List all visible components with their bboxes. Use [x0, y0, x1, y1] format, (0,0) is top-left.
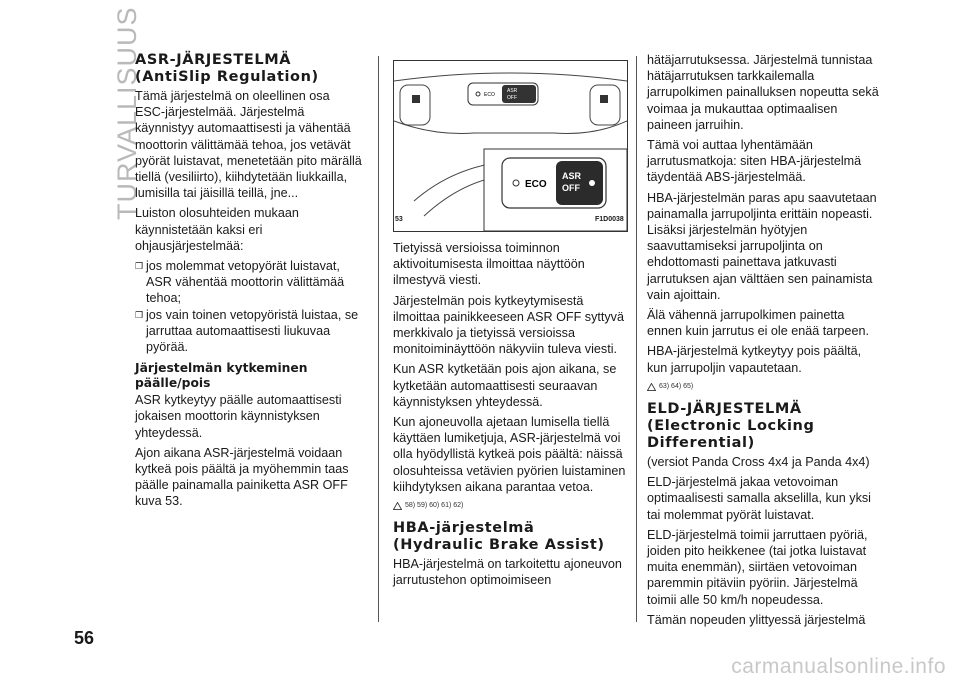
warning-triangle-icon	[647, 383, 656, 391]
paragraph: (versiot Panda Cross 4x4 ja Panda 4x4)	[647, 455, 870, 470]
eco-label: ECO	[525, 179, 547, 190]
paragraph: HBA-järjestelmä kytkeytyy pois päältä, kun jarrupoljin vapautetaan.	[647, 344, 862, 375]
paragraph: Tämä voi auttaa lyhentämään jarrutusmatkoja: siten HBA-järjestelmä täydentää ABS-järjestelmää.	[647, 138, 862, 185]
list-item: ❒ jos molemmat vetopyörät luistavat, ASR vähentää moottorin välittämää tehoa;	[135, 259, 345, 306]
watermark: carmanualsonline.info	[731, 655, 946, 678]
list-item: ❒ jos vain toinen vetopyöristä luistaa, se jarruttaa automaattisesti liukuvaa pyörää.	[135, 307, 359, 355]
asr-heading: ASR-JÄRJESTELMÄ (AntiSlip Regulation)	[135, 52, 319, 85]
paragraph: HBA-järjestelmän paras apu saavutetaan painamalla jarrupoljinta erittäin nopeasti. Lisäksi järjestelmän hyötyjen saavuttamiseksi jarrupoljinta on ehdottomasti painettava jatkuvasti jarrutuksen ajan välttäen sen painamista vain ajoittain.	[647, 190, 877, 302]
paragraph: ASR kytkeytyy päälle automaattisesti jokaisen moottorin käynnistyksen yhteydessä.	[135, 393, 342, 440]
column-1	[135, 52, 363, 514]
paragraph: Järjestelmän pois kytkeytymisestä ilmoittaa painikkeeseen ASR OFF syttyvä merkkivalo ja tietyissä versioissa monitoiminäyttöön näkyviin tuleva viesti.	[393, 293, 624, 357]
page-number: 56	[74, 628, 95, 648]
section-side-tab: TURVALLISUUS	[112, 6, 142, 220]
paragraph: ELD-järjestelmä toimii jarruttaen pyöriä, joiden pito heikkenee (tai jotka luistavat muita enemmän), siirtäen vetovoiman paremmin pitäviin pyöriin. Järjestelmä toimii alle 50 km/h nopeudessa.	[647, 527, 868, 607]
figure-code: F1D0038	[595, 216, 624, 223]
hba-heading: HBA-järjestelmä (Hydraulic Brake Assist)	[393, 520, 605, 554]
paragraph: Ajon aikana ASR-järjestelmä voidaan kytkeä pois päältä ja myöhemmin taas päälle painamalla painiketta ASR OFF kuva 53.	[135, 445, 349, 509]
subheading: Järjestelmän kytkeminen päälle/pois	[135, 361, 308, 391]
asr-label: ASR	[562, 171, 582, 181]
column-divider	[378, 56, 379, 622]
dashboard-illustration	[394, 61, 627, 231]
off-label-small: OFF	[507, 95, 517, 101]
eco-label-small: ECO	[484, 92, 495, 98]
warning-references: 58) 59) 60) 61) 62)	[393, 498, 626, 514]
paragraph: Kun ASR kytketään pois ajon aikana, se kytketään automaattisesti seuraavan käynnistyksen yhteydessä.	[393, 362, 617, 409]
column-2	[393, 240, 626, 593]
column-divider	[636, 56, 637, 622]
paragraph: Tämä järjestelmä on oleellinen osa ESC-järjestelmää. Järjestelmä käynnistyy automaattisesti ja vähentää moottorin välittämää tehoa, jos vetävät pyörät luistavat, menetetään pito märällä tiellä (vesiliirto), kiihdytetään liukkailla, lumisilla tai jäisillä teillä, jne...	[135, 89, 362, 201]
paragraph: Älä vähennä jarrupolkimen painetta ennen kuin jarrutus ei ole enää tarpeen.	[647, 308, 869, 339]
warning-triangle-icon	[393, 502, 402, 510]
bullet-icon: ❒	[135, 309, 144, 320]
paragraph: Luiston olosuhteiden mukaan käynnistetään kaksi eri ohjausjärjestelmää:	[135, 206, 299, 253]
off-label: OFF	[562, 183, 580, 193]
figure-asr-button	[393, 60, 628, 232]
paragraph: ELD-järjestelmä jakaa vetovoiman optimaalisesti samalla akselilla, kun yksi tai molemmat pyörät luistavat.	[647, 475, 871, 522]
warning-references: 63) 64) 65)	[647, 379, 882, 395]
column-3	[647, 52, 882, 632]
paragraph: Kun ajoneuvolla ajetaan lumisella tiellä käyttäen lumiketjuja, ASR-järjestelmä voi olla hyödyllistä kytkeä pois päältä: näissä olosuhteissa vetävien pyörien luistaminen kiihdytyksen aikana parantaa vetoa.	[393, 415, 626, 494]
figure-number: 53	[395, 216, 403, 223]
paragraph: HBA-järjestelmä on tarkoitettu ajoneuvon jarrutustehon optimoimiseen	[393, 557, 622, 588]
eld-heading: ELD-JÄRJESTELMÄ (Electronic Locking Differential)	[647, 401, 815, 452]
paragraph: Tietyissä versioissa toiminnon aktivoitumisesta ilmoittaa näyttöön ilmestyvä viesti.	[393, 241, 585, 288]
paragraph: Tämän nopeuden ylittyessä järjestelmä	[647, 612, 866, 627]
bullet-icon: ❒	[135, 261, 144, 272]
paragraph: hätäjarrutuksessa. Järjestelmä tunnistaa hätäjarrutuksen tarkkailemalla jarrupolkimen painalluksen nopeutta sekä voimaa ja mukauttaa optimaalisen paineen jarruihin.	[647, 53, 879, 132]
asr-label-small: ASR	[507, 88, 518, 94]
